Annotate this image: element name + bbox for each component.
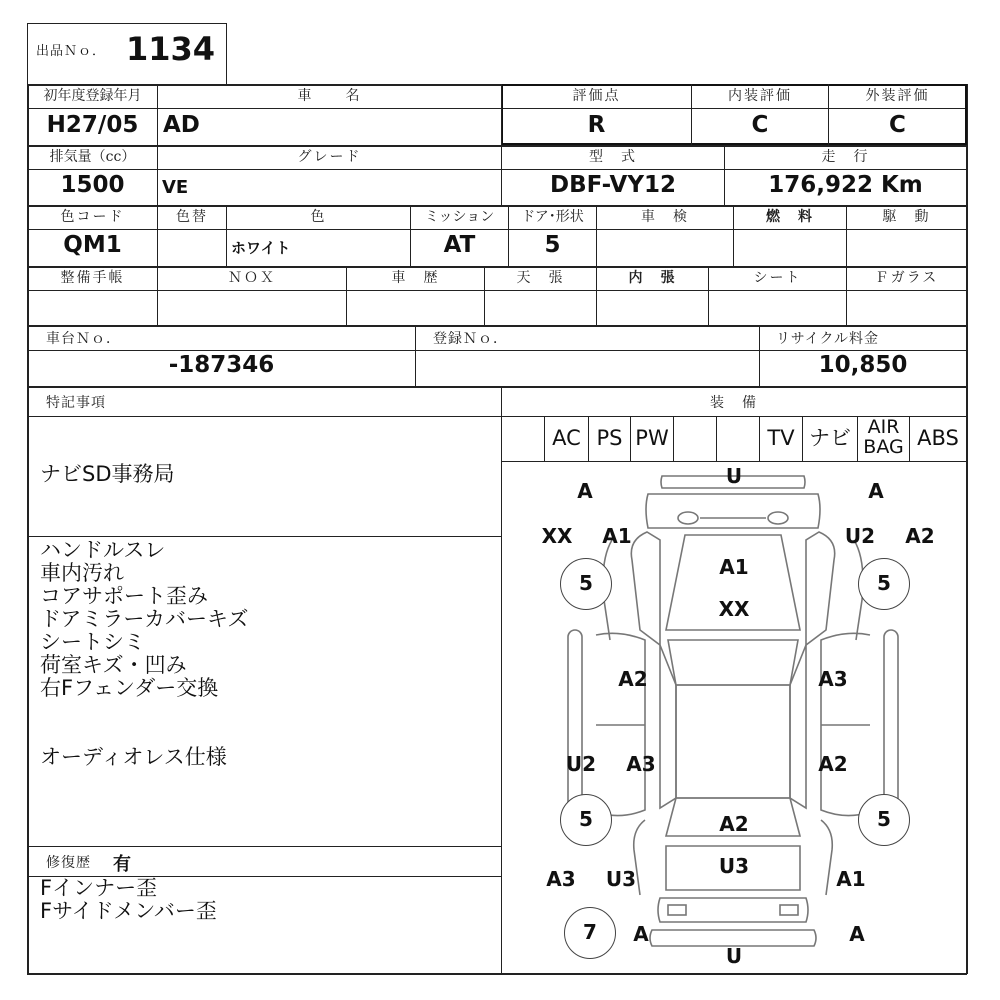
header-drive: 駆 動	[882, 209, 931, 225]
list-item: ドアミラーカバーキズ	[40, 607, 249, 631]
mark-front-left: A	[577, 479, 593, 503]
header-model: 型 式	[589, 149, 637, 165]
header-color-code: 色コード	[60, 209, 125, 225]
header-inspection: 車 検	[641, 209, 689, 225]
header-maintenance-book: 整備手帳	[60, 270, 125, 286]
mark-right-rear-door: A2	[818, 752, 848, 776]
mark-fr-outer: A2	[905, 524, 935, 548]
equipment-airbag: AIR BAG	[863, 416, 904, 458]
interior-value: C	[751, 112, 769, 138]
header-chassis-number: 車台Ｎｏ．	[46, 331, 121, 347]
score-value: R	[587, 112, 606, 138]
mark-left-rear-door: A3	[626, 752, 656, 776]
header-mission: ミッション	[424, 209, 495, 225]
wheel-rear-left: 5	[560, 794, 612, 846]
color-value: ホワイト	[231, 239, 291, 257]
mark-tailgate: U3	[718, 854, 750, 878]
mark-rear-left: A	[633, 922, 649, 946]
wheel-front-left: 5	[560, 558, 612, 610]
header-recycle-fee: リサイクル料金	[776, 331, 880, 347]
lot-number: 1134	[126, 30, 216, 68]
equipment-ps: PS	[596, 426, 623, 450]
mark-rl-inner: U3	[605, 867, 637, 891]
recycle-fee-value: 10,850	[818, 352, 908, 378]
header-first-registration: 初年度登録年月	[43, 88, 142, 104]
header-exterior: 外装評価	[865, 88, 930, 104]
equipment-pw: PW	[635, 426, 669, 450]
chassis-number-value: -187346	[168, 352, 275, 378]
first-registration-value: H27/05	[46, 112, 139, 138]
doors-value: 5	[544, 232, 561, 258]
mark-left-rear-quarter: U2	[565, 752, 597, 776]
header-nox: ＮＯＸ	[228, 270, 276, 286]
grade-value: VE	[162, 177, 189, 198]
header-doors: ドア･形状	[521, 209, 584, 225]
wheel-front-right: 5	[858, 558, 910, 610]
header-grade: グレード	[297, 149, 362, 165]
mark-left-front-door: A2	[618, 667, 648, 691]
list-item: ハンドルスレ	[40, 538, 166, 562]
header-seat: シート	[753, 270, 802, 286]
header-equipment: 装 備	[710, 395, 758, 411]
equipment-navi: ナビ	[809, 426, 851, 450]
header-f-glass: Ｆガラス	[874, 270, 939, 286]
remarks-line-1: ナビSD事務局	[40, 462, 175, 486]
header-displacement: 排気量（cc）	[49, 149, 136, 165]
mark-rear-bottom: U	[725, 944, 743, 968]
list-item: シートシミ	[40, 630, 145, 654]
lot-label: 出品Ｎｏ．	[36, 44, 107, 59]
remarks-extra: オーディオレス仕様	[40, 745, 227, 769]
header-remarks: 特記事項	[46, 395, 106, 411]
mark-rl-outer: A3	[546, 867, 576, 891]
header-mileage: 走 行	[821, 149, 870, 165]
header-interior-trim: 内 張	[628, 270, 677, 286]
repair-item: Fサイドメンバー歪	[40, 899, 217, 923]
mark-rear-right: A	[849, 922, 865, 946]
car-name-value: AD	[163, 112, 200, 138]
wheel-rear-right: 5	[858, 794, 910, 846]
list-item: 車内汚れ	[40, 561, 124, 585]
header-registration-number: 登録Ｎｏ．	[433, 331, 508, 347]
model-value: DBF-VY12	[550, 172, 676, 198]
list-item: 荷室キズ・凹み	[40, 653, 187, 677]
mission-value: AT	[443, 232, 476, 258]
repair-history-label: 修復歴	[46, 855, 91, 871]
equipment-tv: TV	[767, 426, 795, 450]
mileage-value: 176,922 Km	[768, 172, 923, 198]
list-item: 右Fフェンダー交換	[40, 676, 219, 700]
mark-fr-inner: U2	[844, 524, 876, 548]
equipment-abs: ABS	[917, 426, 959, 450]
list-item: コアサポート歪み	[40, 584, 208, 608]
mark-hood-2: XX	[718, 597, 750, 621]
header-history: 車 歴	[391, 270, 440, 286]
repair-item: Fインナー歪	[40, 876, 158, 900]
header-roof-lining: 天 張	[516, 270, 565, 286]
mark-right-front-door: A3	[818, 667, 848, 691]
header-interior: 内装評価	[728, 88, 792, 104]
equipment-ac: AC	[552, 426, 581, 450]
displacement-value: 1500	[60, 172, 125, 198]
header-fuel: 燃 料	[766, 209, 814, 225]
mark-front-top: U	[725, 464, 743, 488]
color-code-value: QM1	[63, 232, 122, 258]
header-car-name: 車 名	[297, 88, 362, 104]
mark-hood-1: A1	[719, 555, 749, 579]
mark-roof-rear: A2	[719, 812, 749, 836]
mark-rr-outer: A1	[836, 867, 866, 891]
header-repaint: 色替	[176, 209, 208, 225]
spare-tire: 7	[564, 907, 616, 959]
repair-history-value: 有	[113, 854, 131, 875]
mark-fl-outer: XX	[541, 524, 573, 548]
exterior-value: C	[889, 112, 906, 138]
header-color: 色	[310, 209, 327, 225]
mark-fl-inner: A1	[602, 524, 632, 548]
mark-front-right: A	[868, 479, 884, 503]
header-score: 評価点	[572, 88, 621, 104]
